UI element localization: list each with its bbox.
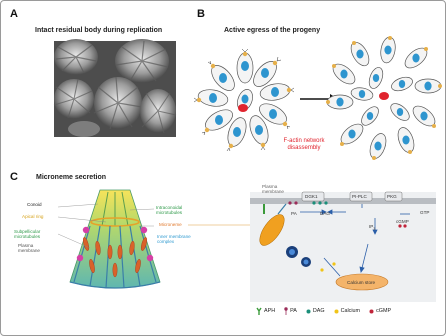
label-pa: PA — [291, 211, 297, 216]
rosette-top-right — [115, 39, 169, 83]
calcium-icon — [334, 309, 339, 314]
annotation-actin-1: F-actin network — [283, 138, 325, 144]
annotation-actin-2: disassembly — [287, 145, 321, 151]
aph-icon — [256, 307, 262, 315]
label-ip3-sub: 3 — [373, 226, 376, 231]
label-ip3-text: IP — [369, 224, 374, 229]
label-gtp: GTP — [420, 210, 430, 215]
label-pkg: PKG — [387, 194, 397, 199]
residual-body-egress — [379, 92, 389, 100]
label-plasma-membrane-right: Plasma membrane — [262, 184, 284, 194]
panel-a-title: Intact residual body during replication — [35, 27, 163, 34]
legend — [256, 306, 391, 316]
dag-icon — [306, 309, 311, 314]
label-subpellicular: Subpellicular microtubules — [14, 229, 41, 239]
rosette-left — [54, 79, 94, 119]
legend-cgmp — [369, 308, 391, 314]
label-inner-membrane: Inner membrane complex — [157, 234, 191, 244]
rosette-after-egress — [330, 40, 440, 160]
legend-pa-label: PA — [290, 308, 297, 314]
sem-micrograph — [54, 41, 176, 137]
rosette-right — [140, 89, 176, 133]
panel-a-label: A — [10, 8, 18, 20]
label-plasma-membrane-left: Plasma membrane — [18, 243, 40, 253]
label-intraconoidal: Intraconoidal microtubules — [156, 205, 183, 215]
legend-calcium-label: Calcium — [340, 308, 361, 314]
panel-c-label: C — [10, 171, 18, 183]
dag-dots — [312, 201, 327, 204]
panel-b-title: Active egress of the progeny — [224, 27, 321, 34]
rosette-center — [94, 77, 142, 129]
pa-icon — [284, 307, 288, 315]
legend-calcium — [334, 308, 360, 314]
microneme-leader — [188, 221, 258, 229]
residual-body — [238, 104, 248, 112]
label-microneme: Microneme — [159, 222, 182, 227]
legend-aph-label: APH — [264, 308, 276, 314]
panel-c-title: Microneme secretion — [36, 174, 107, 181]
legend-dag — [306, 308, 325, 314]
rosette-top-left — [54, 39, 98, 75]
label-pi-plc: PI-PLC — [352, 194, 367, 199]
label-apical-ring: Apical ring — [22, 214, 44, 219]
label-conoid: Conoid — [27, 202, 42, 207]
legend-cgmp-label: cGMP — [376, 308, 392, 314]
rosette-before-egress — [195, 50, 295, 150]
plasma-membrane-band — [250, 198, 436, 204]
label-ip3 — [369, 224, 375, 232]
label-calcium-store: Calcium store — [347, 280, 376, 285]
cgmp-icon — [369, 309, 374, 314]
legend-dag-label: DAG — [312, 308, 325, 314]
label-dag: DAG — [320, 211, 330, 216]
label-cgmp: cGMP — [396, 219, 409, 224]
legend-pa — [284, 307, 297, 315]
signalling-pathway — [250, 192, 436, 302]
label-dgk1: DGK1 — [305, 194, 318, 199]
panel-b-label: B — [197, 8, 205, 20]
legend-aph — [256, 307, 275, 315]
